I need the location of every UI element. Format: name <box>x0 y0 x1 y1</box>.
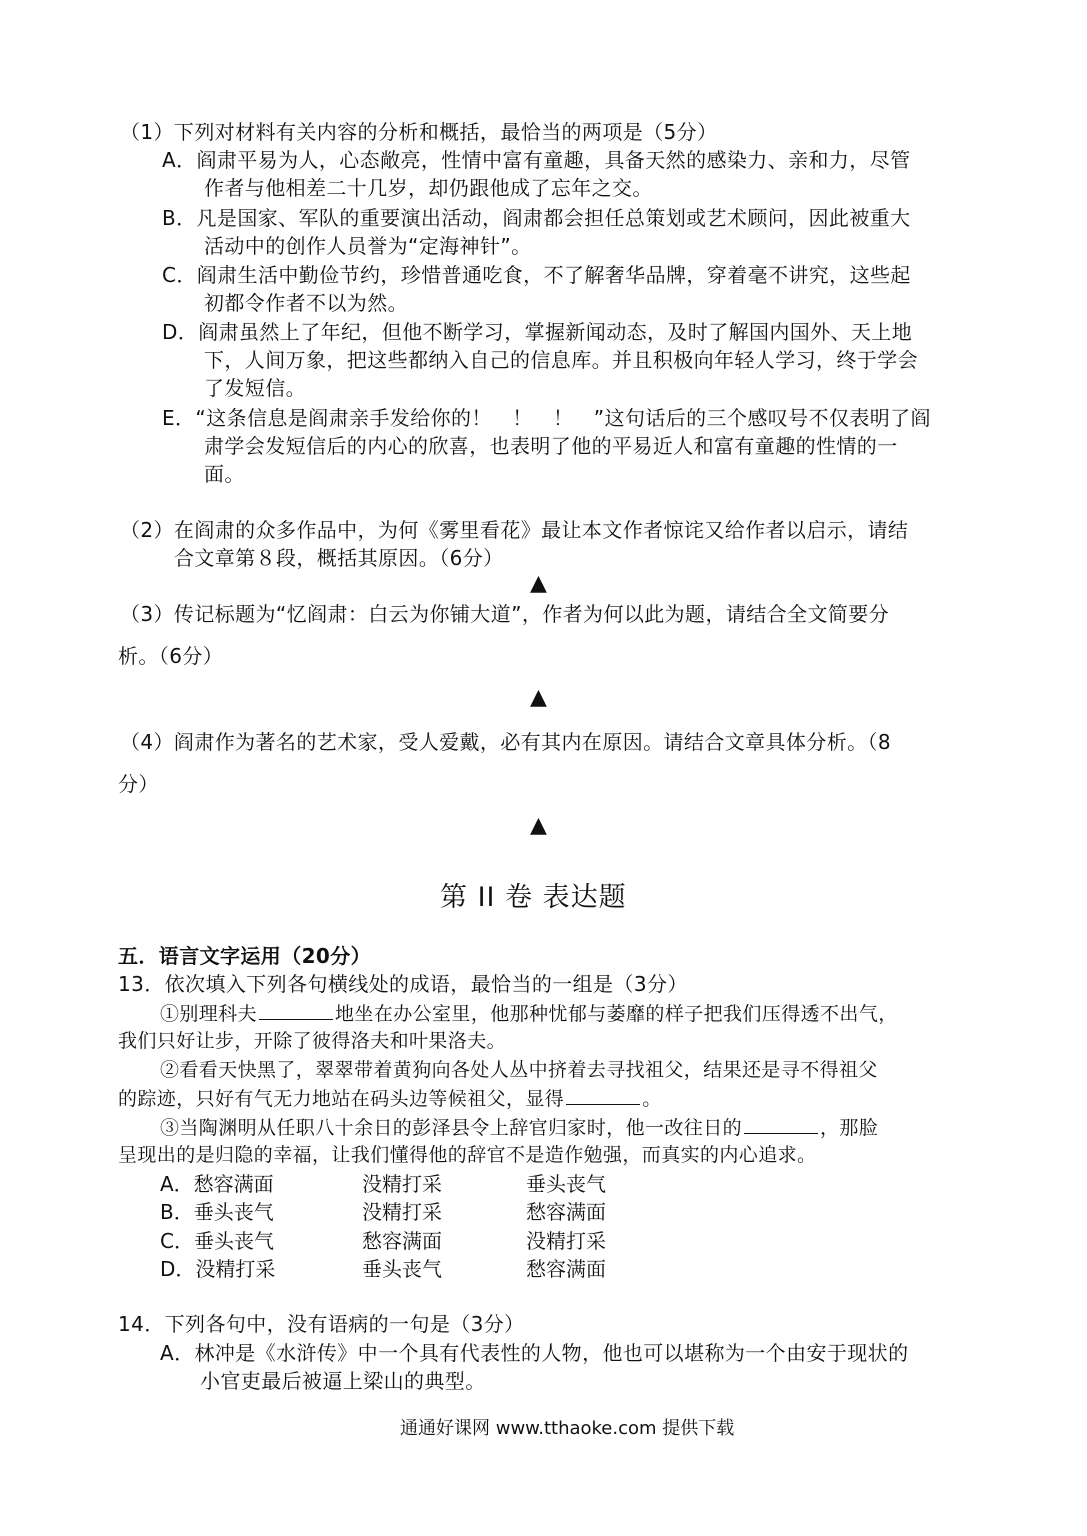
q13-option-b-3: 愁容满面 <box>526 1200 606 1224</box>
part5-heading: 五．语言文字运用（20分） <box>118 944 372 968</box>
q13-s3-text-b: ，那脸 <box>820 1117 879 1139</box>
q13-option-c-2: 愁容满面 <box>362 1229 442 1253</box>
q14-stem: 14．下列各句中，没有语病的一句是（3分） <box>118 1312 525 1336</box>
q1-option-d-line2: 下，人间万象，把这些都纳入自己的信息库。并且积极向年轻人学习，终于学会 <box>204 348 918 372</box>
q1-option-e-line1: E．“这条信息是阎肃亲手发给你的！ ！ ！ ”这句话后的三个感叹号不仅表明了阎 <box>162 406 931 430</box>
q13-option-a-1: A．愁容满面 <box>160 1172 274 1196</box>
q1-option-c-line2: 初都令作者不以为然。 <box>204 291 408 315</box>
q1-option-e-line2: 肃学会发短信后的内心的欣喜，也表明了他的平易近人和富有童趣的性情的一 <box>204 434 898 458</box>
q3-line2: 析。（6分） <box>118 644 224 668</box>
q13-option-a-3: 垂头丧气 <box>526 1172 606 1196</box>
q13-option-d-3: 愁容满面 <box>526 1257 606 1281</box>
q1-option-a-line1: A．阎肃平易为人，心态敞亮，性情中富有童趣，具备天然的感染力、亲和力，尽管 <box>162 148 911 172</box>
answer-triangle-3: ▲ <box>530 813 547 838</box>
q13-blank-3 <box>744 1113 818 1134</box>
q13-sentence1-line2: 我们只好让步，开除了彼得洛夫和叶果洛夫。 <box>118 1030 507 1052</box>
q1-stem: （1）下列对材料有关内容的分析和概括，最恰当的两项是（5分） <box>120 120 718 144</box>
q13-stem: 13．依次填入下列各句横线处的成语，最恰当的一组是（3分） <box>118 972 688 996</box>
q14-option-a-line1: A．林冲是《水浒传》中一个具有代表性的人物，他也可以堪称为一个由安于现状的 <box>160 1341 909 1365</box>
q1-option-c-line1: C．阎肃生活中勤俭节约，珍惜普通吃食，不了解奢华品牌，穿着毫不讲究，这些起 <box>162 263 911 287</box>
q13-option-b-2: 没精打采 <box>362 1200 442 1224</box>
q1-option-b-line1: B．凡是国家、军队的重要演出活动，阎肃都会担任总策划或艺术顾问，因此被重大 <box>162 206 911 230</box>
q13-s3-text-a: ③当陶渊明从任职八十余日的彭泽县令上辞官归家时，他一改往日的 <box>160 1117 743 1139</box>
q13-option-c-1: C．垂头丧气 <box>160 1229 274 1253</box>
q13-sentence1-line1 <box>160 999 898 1028</box>
answer-triangle-2: ▲ <box>530 685 547 710</box>
q13-blank-1 <box>259 999 333 1020</box>
q2-line1: （2）在阎肃的众多作品中，为何《雾里看花》最让本文作者惊诧又给作者以启示，请结 <box>120 518 909 542</box>
section-title: 第 II 卷 表达题 <box>440 882 627 913</box>
q13-sentence2-line1: ②看看天快黑了，翠翠带着黄狗向各处人丛中挤着去寻找祖父，结果还是寻不得祖父 <box>160 1059 878 1081</box>
answer-triangle-1: ▲ <box>530 571 547 596</box>
q3-line1: （3）传记标题为“忆阎肃：白云为你铺大道”，作者为何以此为题，请结合全文简要分 <box>120 602 890 626</box>
q1-option-d-line1: D．阎肃虽然上了年纪，但他不断学习，掌握新闻动态，及时了解国内国外、天上地 <box>162 320 913 344</box>
q13-s2-text-b: 的踪迹，只好有气无力地站在码头边等候祖父，显得 <box>118 1088 565 1110</box>
q1-option-d-line3: 了发短信。 <box>204 376 306 400</box>
q13-sentence3-line2: 呈现出的是归隐的幸福，让我们懂得他的辞官不是造作勉强，而真实的内心追求。 <box>118 1144 817 1166</box>
q13-option-d-1: D．没精打采 <box>160 1257 276 1281</box>
q13-option-a-2: 没精打采 <box>362 1172 442 1196</box>
q13-option-b-1: B．垂头丧气 <box>160 1200 274 1224</box>
q4-line2: 分） <box>118 772 159 796</box>
q13-s2-text-c: 。 <box>642 1088 662 1110</box>
q13-s1-text-a: ①别理科夫 <box>160 1003 258 1025</box>
q13-blank-2 <box>566 1084 640 1105</box>
q13-option-d-2: 垂头丧气 <box>362 1257 442 1281</box>
q1-option-e-line3: 面。 <box>204 462 245 486</box>
q13-s1-text-b: 地坐在办公室里，他那种忧郁与萎靡的样子把我们压得透不出气， <box>335 1003 898 1025</box>
q2-line2: 合文章第８段，概括其原因。（6分） <box>174 546 504 570</box>
q1-option-a-line2: 作者与他相差二十几岁，却仍跟他成了忘年之交。 <box>204 176 653 200</box>
q14-option-a-line2: 小官吏最后被逼上梁山的典型。 <box>200 1369 486 1393</box>
q13-sentence3-line1 <box>160 1113 878 1142</box>
q4-line1: （4）阎肃作为著名的艺术家，受人爱戴，必有其内在原因。请结合文章具体分析。（8 <box>120 730 892 754</box>
q1-option-b-line2: 活动中的创作人员誉为“定海神针”。 <box>204 234 532 258</box>
q13-option-c-3: 没精打采 <box>526 1229 606 1253</box>
page-footer: 通通好课网 www.tthaoke.com 提供下载 <box>400 1418 735 1439</box>
q13-sentence2-line2 <box>118 1084 662 1113</box>
